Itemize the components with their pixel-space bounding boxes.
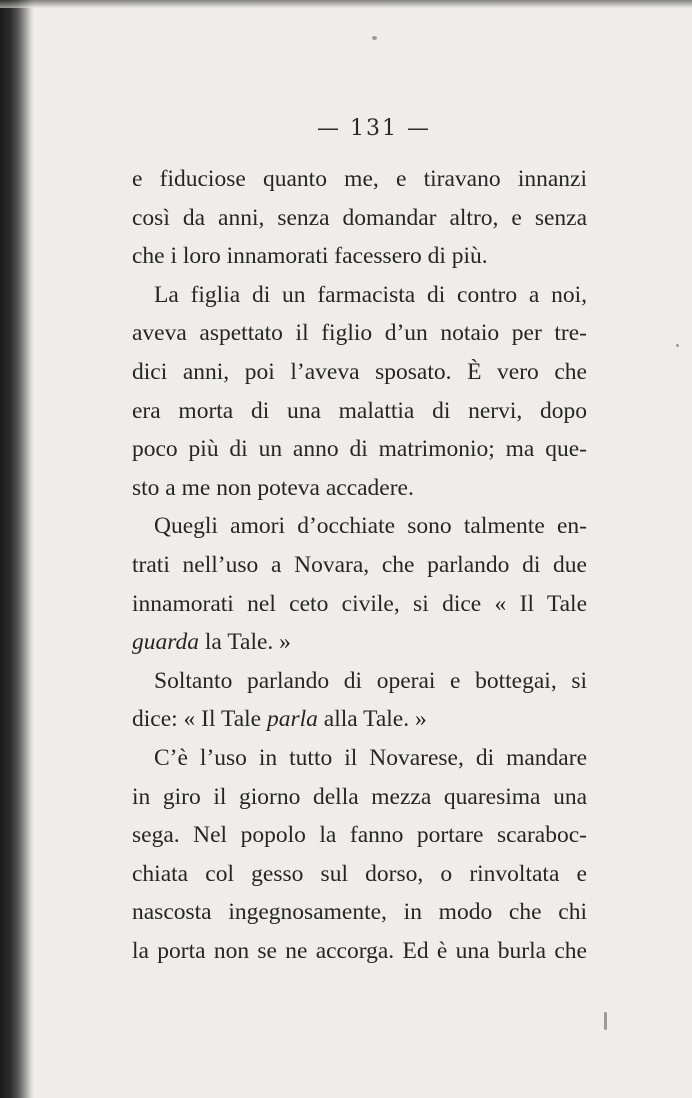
- text-line: C’è l’uso in tutto il Novarese, di mandare: [154, 744, 587, 771]
- text-line: trati nell’uso a Novara, che parlando di due: [132, 551, 587, 578]
- text-fragment: la Tale. »: [199, 629, 291, 656]
- text-line: dici anni, poi l’aveva sposato. È vero che: [132, 358, 587, 385]
- text-line: era morta di una malattia di nervi, dopo: [132, 397, 587, 424]
- text-line: [132, 623, 587, 662]
- paper-speck: [372, 36, 377, 40]
- text-line: Soltanto parlando di operai e bottegai, si: [154, 667, 587, 694]
- text-fragment: alla Tale. »: [317, 706, 427, 733]
- text-line: poco più di un anno di matrimonio; ma que-: [132, 436, 587, 463]
- text-fragment: dice: « Il Tale: [132, 706, 267, 733]
- text-line: Quegli amori d’occhiate sono talmente en-: [154, 513, 587, 540]
- text-line: innamorati nel ceto civile, si dice « Il Tale: [132, 590, 587, 617]
- book-spine-shadow: [0, 0, 34, 1098]
- text-line: [132, 700, 587, 739]
- text-line: in giro il giorno della mezza quaresima una: [132, 783, 587, 810]
- text-line: sega. Nel popolo la fanno portare scaraboc-: [132, 822, 587, 849]
- paper-speck: [604, 1012, 607, 1030]
- text-line: chiata col gesso sul dorso, o rinvoltata e: [132, 860, 587, 887]
- text-line: sto a me non poteva accadere.: [132, 474, 414, 501]
- paper-speck: [676, 344, 679, 347]
- text-line: che i loro innamorati facessero di più.: [132, 243, 488, 270]
- text-line: così da anni, senza domandar altro, e senza: [132, 204, 587, 231]
- text-line: la porta non se ne accorga. Ed è una burla che: [132, 937, 587, 964]
- top-edge-shadow: [0, 0, 692, 8]
- italic-word: guarda: [132, 629, 200, 656]
- italic-word: parla: [266, 706, 318, 733]
- text-line: e fiduciose quanto me, e tiravano innanzi: [132, 166, 587, 192]
- text-line: aveva aspettato il figlio d’un notaio per tre-: [132, 320, 587, 347]
- text-line: La figlia di un farmacista di contro a noi,: [154, 281, 587, 308]
- body-text: [132, 160, 587, 970]
- text-line: nascosta ingegnosamente, in modo che chi: [132, 899, 587, 926]
- page-number: — 131 —: [317, 116, 431, 141]
